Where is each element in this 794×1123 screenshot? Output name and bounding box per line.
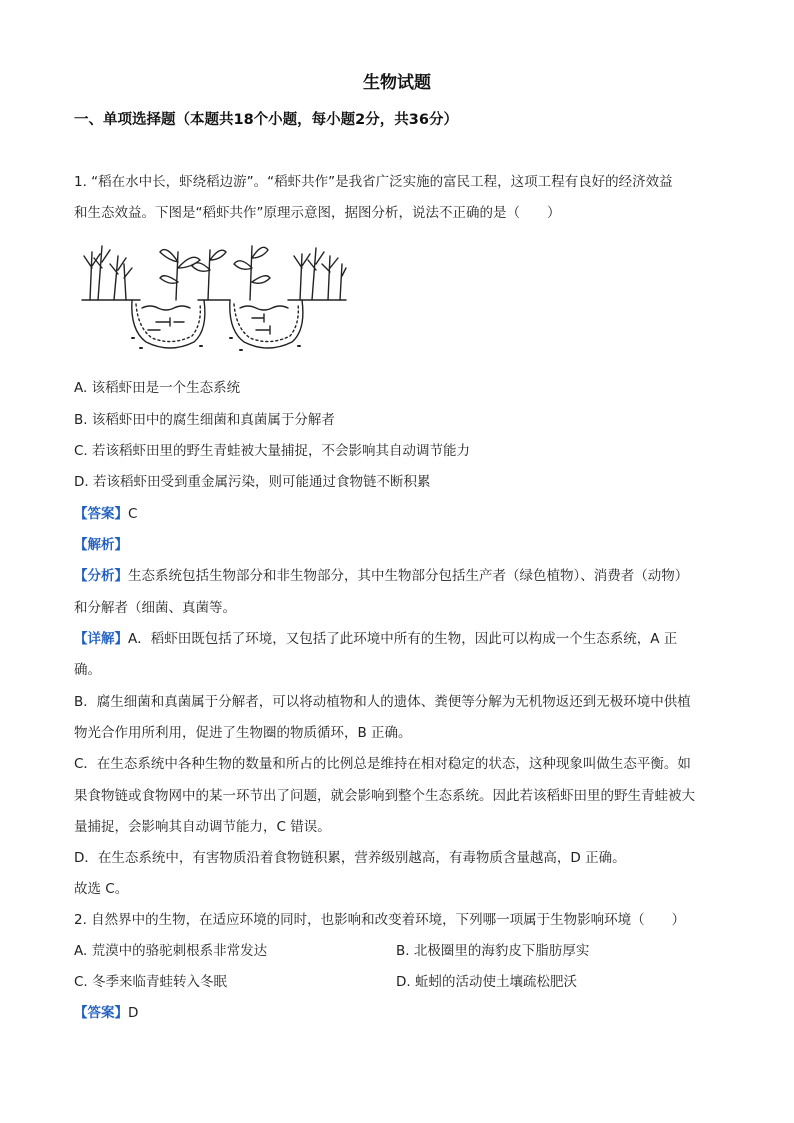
answer-value: C xyxy=(128,506,138,522)
q1-option-d: D. 若该稻虾田受到重金属污染，则可能通过食物链不断积累 xyxy=(74,474,431,490)
answer-label: 【答案】 xyxy=(74,506,128,522)
q1-fenxi-line1 xyxy=(74,566,688,586)
q1-xiangjie-d1: D．在生态系统中，有害物质沿着食物链积累，营养级别越高，有毒物质含量越高，D 正确。 xyxy=(74,850,626,866)
section-heading: 一、单项选择题（本题共18个小题，每小题2分，共36分） xyxy=(74,112,458,128)
q2-option-c: C. 冬季来临青蛙转入冬眠 xyxy=(74,974,228,990)
q1-conclusion: 故选 C。 xyxy=(74,881,129,897)
q2-stem: 2. 自然界中的生物，在适应环境的同时，也影响和改变着环境，下列哪一项属于生物影响环境（ ） xyxy=(74,912,686,928)
q1-xiangjie-a1 xyxy=(74,629,677,649)
q1-stem-line2: 和生态效益。下图是“稻虾共作”原理示意图，据图分析，说法不正确的是（ ） xyxy=(74,205,561,221)
q1-option-c: C. 若该稻虾田里的野生青蛙被大量捕捉，不会影响其自动调节能力 xyxy=(74,443,471,459)
q1-xiangjie-a2: 确。 xyxy=(74,662,101,678)
q1-answer xyxy=(74,504,137,524)
q2-option-d: D. 蚯蚓的活动使土壤疏松肥沃 xyxy=(396,974,577,990)
answer-label: 【答案】 xyxy=(74,1005,128,1021)
fenxi-label: 【分析】 xyxy=(74,568,128,584)
q1-xiangjie-c2: 果食物链或食物网中的某一环节出了问题，就会影响到整个生态系统。因此若该稻虾田里的野生青蛙被大 xyxy=(74,788,695,804)
q1-xiangjie-c3: 量捕捉，会影响其自动调节能力，C 错误。 xyxy=(74,819,331,835)
q1-option-b: B. 该稻虾田中的腐生细菌和真菌属于分解者 xyxy=(74,412,335,428)
q2-option-a: A. 荒漠中的骆驼刺根系非常发达 xyxy=(74,943,268,959)
answer-value: D xyxy=(128,1005,139,1021)
q1-stem-line1: 1. “稻在水中长，虾绕稻边游”。“稻虾共作”是我省广泛实施的富民工程，这项工程有良好的经济效益 xyxy=(74,174,673,190)
analysis-label: 【解析】 xyxy=(74,537,128,553)
q1-fenxi-line2: 和分解者（细菌、真菌等。 xyxy=(74,600,236,616)
q2-option-b: B. 北极圈里的海豹皮下脂肪厚实 xyxy=(396,943,590,959)
q2-answer xyxy=(74,1003,138,1023)
xiangjie-label: 【详解】 xyxy=(74,631,128,647)
xiangjie-a-text: A．稻虾田既包括了环境，又包括了此环境中所有的生物，因此可以构成一个生态系统，A 正 xyxy=(128,631,678,647)
page-title: 生物试题 xyxy=(363,73,431,93)
q1-xiangjie-b2: 物光合作用所利用，促进了生物圈的物质循环，B 正确。 xyxy=(74,725,412,741)
fenxi-text: 生态系统包括生物部分和非生物部分，其中生物部分包括生产者（绿色植物）、消费者（动物） xyxy=(128,568,689,584)
rice-shrimp-diagram xyxy=(80,238,348,360)
q1-option-a: A. 该稻虾田是一个生态系统 xyxy=(74,380,241,396)
q1-xiangjie-b1: B．腐生细菌和真菌属于分解者，可以将动植物和人的遗体、粪便等分解为无机物返还到无极环境中供植 xyxy=(74,694,691,710)
q1-analysis-label xyxy=(74,535,128,555)
q1-xiangjie-c1: C．在生态系统中各种生物的数量和所占的比例总是维持在相对稳定的状态，这种现象叫做生态平衡。如 xyxy=(74,756,691,772)
